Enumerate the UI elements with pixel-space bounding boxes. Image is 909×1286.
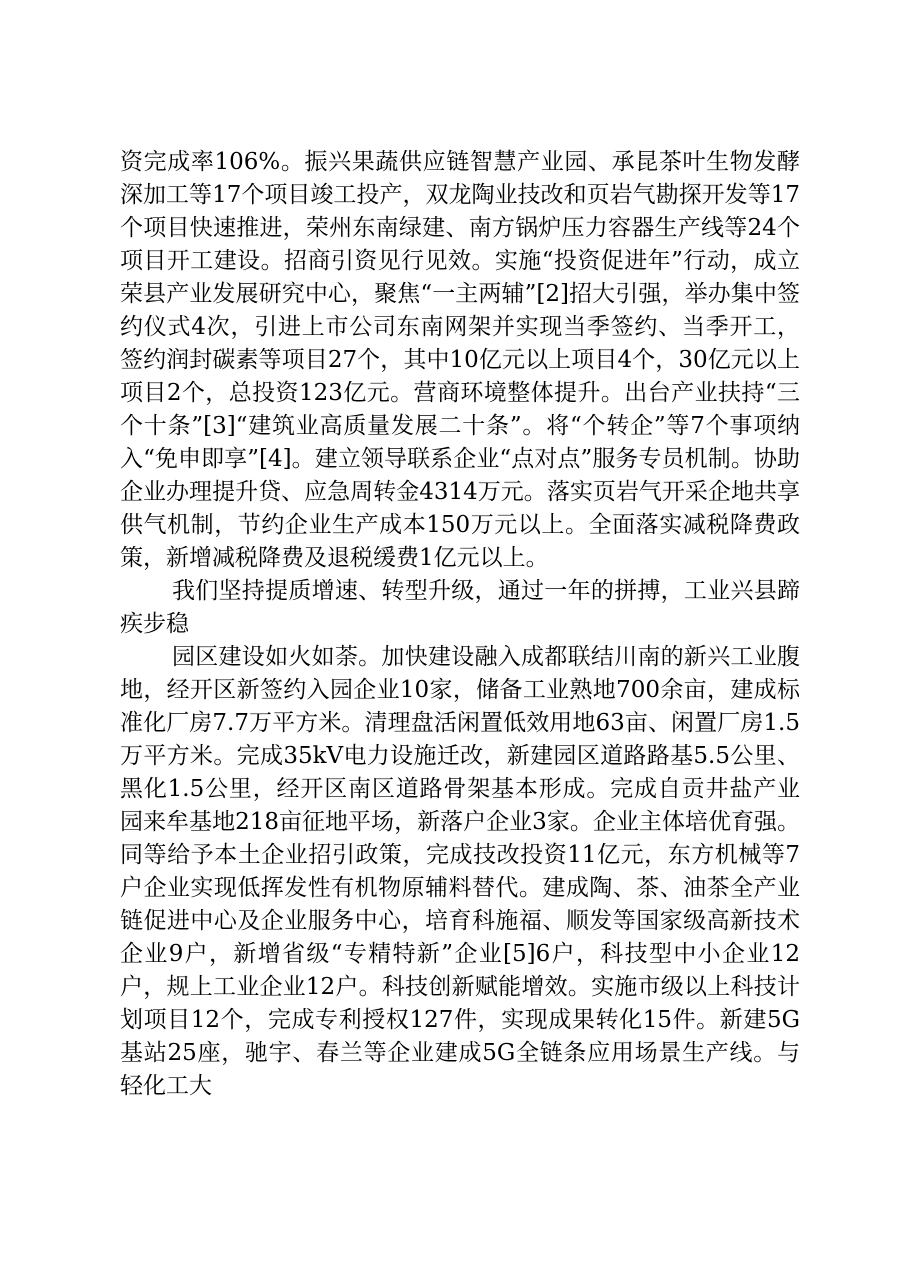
paragraph-investment-results: 资完成率106%。振兴果蔬供应链智慧产业园、承昆茶叶生物发酵深加工等17个项目竣工投产，双龙陶业技改和页岩气勘探开发等17个项目快速推进，荣州东南绿建、南方锅炉压力容器生产线等24个项目开工建设。招商引资见行见效。实施“投资促进年”行动，成立荣县产业发展研究中心，聚焦“一主两辅”[2]招大引强，举办集中签约仪式4次，引进上市公司东南网架并实现当季签约、当季开工，签约润封碳素等项目27个，其中10亿元以上项目4个，30亿元以上项目2个，总投资123亿元。营商环境整体提升。出台产业扶持“三个十条”[3]“建筑业高质量发展二十条”。将“个转企”等7个事项纳入“免申即享”[4]。建立领导联系企业“点对点”服务专员机制。协助企业办理提升贷、应急周转金4314万元。落实页岩气开采企地共享供气机制，节约企业生产成本150万元以上。全面落实减税降费政策，新增减税降费及退税缓费1亿元以上。 <box>120 149 800 571</box>
paragraph-park-construction: 园区建设如火如荼。加快建设融入成都联结川南的新兴工业腹地，经开区新签约入园企业10家，储备工业熟地700余亩，建成标准化厂房7.7万平方米。清理盘活闲置低效用地63亩、闲置厂房1.5万平方米。完成35kV电力设施迁改，新建园区道路路基5.5公里、黑化1.5公里，经开区南区道路骨架基本形成。完成自贡井盐产业园来牟基地218亩征地平场，新落户企业3家。企业主体培优育强。同等给予本土企业招引政策，完成技改投资11亿元，东方机械等7户企业实现低挥发性有机物原辅料替代。建成陶、茶、油茶全产业链促进中心及企业服务中心，培育科施福、顺发等国家级高新技术企业9户，新增省级“专精特新”企业[5]6户，科技型中小企业12户，规上工业企业12户。科技创新赋能增效。实施市级以上科技计划项目12个，完成专利授权127件，实现成果转化15件。新建5G基站25座，驰宇、春兰等企业建成5G全链条应用场景生产线。与轻化工大 <box>120 644 800 1099</box>
paragraph-section-heading-industry: 我们坚持提质增速、转型升级，通过一年的拼搏，工业兴县蹄疾步稳 <box>120 578 800 637</box>
document-body <box>120 146 800 1103</box>
